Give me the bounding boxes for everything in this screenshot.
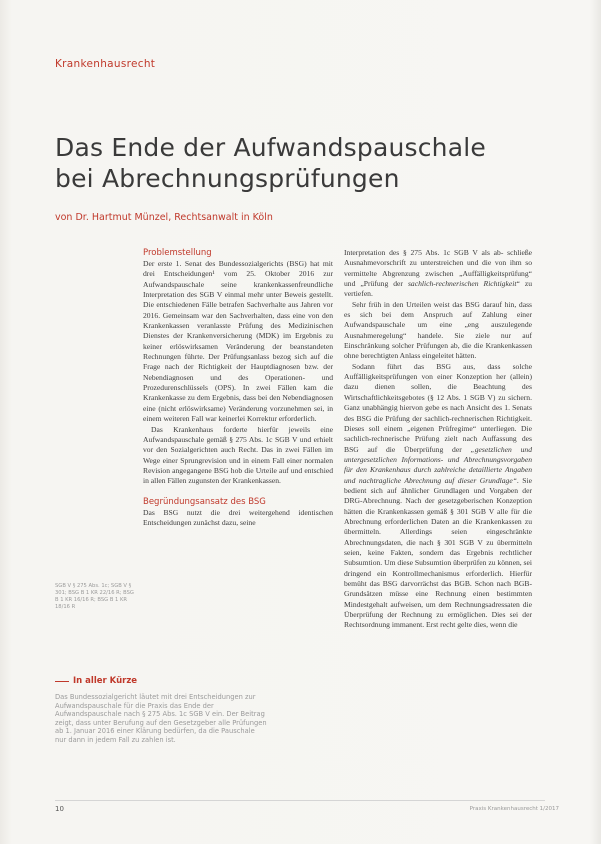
journal-reference: Praxis Krankenhausrecht 1/2017 (469, 806, 559, 812)
paragraph: Sehr früh in den Urteilen weist das BSG darauf hin, dass es sich bei dem Anspruch auf Zahlung einer Aufwandspauschale um eine „eng auszulegende Ausnahmeregelung“ handele. Sie ziele nur auf Einschränkung solcher Prüfungen ab, die die Krankenkassen ohne berechtigten Anlass eingeleitet hätten. (344, 299, 532, 361)
title-line-1: Das Ende der Aufwandspauschale (55, 133, 486, 162)
page-number: 10 (55, 805, 64, 813)
text-column-1 (143, 248, 333, 528)
text-run: Interpretation des § 275 Abs. 1c SGB V als ab- schließe Ausnahmevorschrift zu unterstreichen und die von ihm so vermittelte Abgrenzung zwischen „Auffälligkeitsprüfung“ und „Prüfung der (344, 248, 532, 289)
paragraph: Das Krankenhaus forderte hierfür jeweils eine Aufwandspauschale gemäß § 275 Abs. 1c SGB V und erhielt vor den Sozialgerichten auch Recht. Das in zwei Fällen im Wege einer Sprungrevision und in einem Fall einer normalen Revision angegangene BSG hob die Urteile auf und entschied in allen Fällen zugunsten der Krankenkassen. (143, 424, 333, 486)
emphasis: „gesetzlichen und untergesetzlichen Informations- und Abrechnungsvorgaben für den Krankenhaus durch zahlreiche detaillierte Angaben und nachtragliche Abrechnung auf dieser Grundlage“ (344, 444, 533, 485)
paragraph (344, 362, 532, 631)
paragraph (344, 248, 532, 300)
footer-divider (55, 800, 545, 801)
paragraph: Der erste 1. Senat des Bundessozialgerichts (BSG) hat mit drei Entscheidungen¹ vom 25. Oktober 2016 zur Aufwandspauschale seine krankenkassenfreundliche Interpretation des SGB V einmal mehr unter Beweis gestellt. Die entschiedenen Fälle betrafen Sachverhalte aus Jahren vor 2016. Gemeinsam war den Sachverhalten, dass eine von den Krankenkassen veranlasste Prüfung des Medizinischen Dienstes der Krankenversicherung (MDK) im Ergebnis zu keiner erlöswirksamen Veränderung der beanstandeten Rechnungen führte. Der Prüfungsanlass bezog sich auf die Frage nach der Richtigkeit der Hauptdiagnosen bzw. der Nebendiagnosen und des Operationen- und Prozedurenschlüssels (OPS). In zwei Fällen kam die Krankenkasse zu dem Ergebnis, dass bei den Nebendiagnosen eine (nicht erlöswirksame) Veränderung vorzunehmen sei, in einem weiteren Fall war keinerlei Korrektur erforderlich. (143, 259, 333, 424)
text-column-2 (344, 248, 532, 631)
paragraph: Das BSG nutzt die drei weitergehend identischen Entscheidungen zunächst dazu, seine (143, 507, 333, 527)
section-label: Krankenhausrecht (55, 58, 156, 70)
summary-body: Das Bundessozialgericht läutet mit drei Entscheidungen zur Aufwandspauschale für die Praxis das Ende der Aufwandspauschale nach § 275 Abs. 1c SGB V ein. Der Beitrag zeigt, dass unter Berufung auf den Gesetzgeber alle Prüfungen ab 1. Januar 2016 einer Klärung bedürfen, da die Pauschale nur dann in jedem Fall zu zahlen ist. (55, 693, 267, 744)
emphasis: sachlich-rechnerischen Richtigkeit (407, 279, 517, 289)
margin-note: SGB V § 275 Abs. 1c; SGB V § 301; BSG B 1 KR 22/16 R; BSG B 1 KR 16/16 R; BSG B 1 KR 18/16 R (55, 583, 134, 610)
title-line-2: bei Abrechnungsprüfungen (55, 164, 400, 193)
article-title (55, 132, 486, 194)
text-run: Sodann führt das BSG aus, dass solche Auffälligkeitsprüfungen von einer Konzeption her (allein) dazu dienen sollen, die Beachtung des Wirtschaftlichkeitsgebotes (§ 12 Abs. 1 SGB V) zu sichern. Ganz unabhängig hiervon gebe es nach Ansicht des 1. Senats des BSG die Prüfung der sachlich-rechnerischen Richtigkeit. Dieses soll einem „eigenen Prüfregime“ unterliegen. Die sachlich-rechnerische Prüfung zielt nach Auffassung des BSG auf die Überprüfung der (344, 361, 532, 454)
heading-problemstellung: Problemstellung (143, 248, 212, 258)
author-byline: von Dr. Hartmut Münzel, Rechtsanwalt in Köln (55, 212, 273, 223)
text-run: “ zu vertiefen. (344, 279, 533, 299)
text-run: . Sie bedient sich auf ähnlicher Grundlagen und Vorgaben der DRG-Abrechnung. Nach der gesetzgeberischen Konzeption hätten die Krankenkassen gemäß § 301 SGB V alle für die Abrechnung erforderlichen Daten an die Krankenkassen zu übermitteln. Allerdings seien eingeschränkte Abrechnungsdaten, die nach § 301 SGB V zu übermitteln seien, keine Fakten, sondern das Ergebnis rechtlicher Subsumtion. Um diese Subsumtion überprüfen zu können, sei dringend ein Kontrollmechanismus erforderlich. Hierfür bemüht das BSG darvorrächst das BGB. Schon nach BGB-Grundsätzen müsse eine Rechnung einen bestimmten Mindestgehalt aufweisen, um dem Rechnungsadressaten die Überprüfung der Rechnung zu ermöglichen. Dies sei der Rechtsordnung immanent. Erst recht gelte dies, wenn die (344, 475, 532, 630)
summary-heading-text: In aller Kürze (73, 676, 138, 686)
heading-begruendungsansatz: Begründungsansatz des BSG (143, 496, 266, 507)
heading-rule (55, 681, 69, 682)
